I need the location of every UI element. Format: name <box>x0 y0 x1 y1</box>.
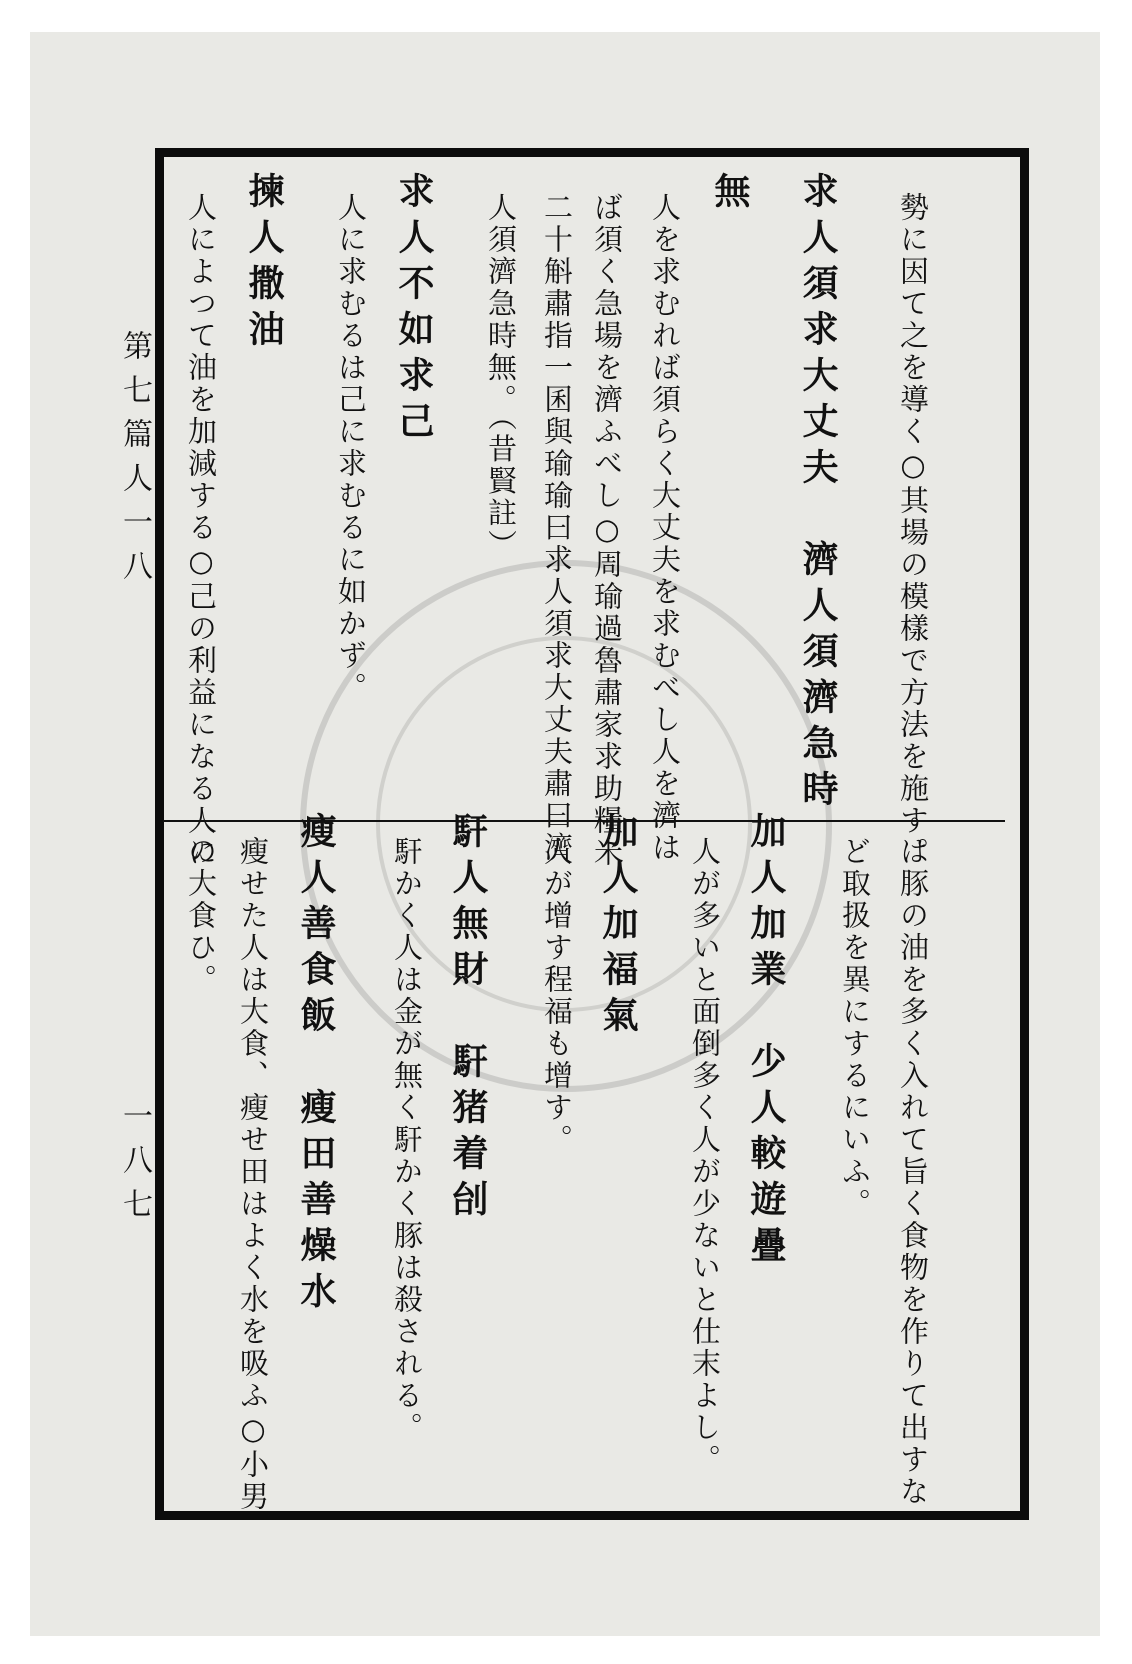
upper-column-1: 勢に因て之を導く○其場の模樣で方法を施す。 <box>896 192 930 869</box>
lower-column-8: 馯かく人は金が無く馯かく豚は殺される。 <box>390 836 424 1444</box>
lower-column-4: 人が多いと面倒多く人が少ないと仕末よし。 <box>688 836 722 1476</box>
lower-column-1: は豚の油を多く入れて旨く食物を作りて出すな <box>896 836 930 1508</box>
upper-proverb-2: 求人不如求己 <box>393 172 435 448</box>
upper-proverb-3: 揀人撒油 <box>243 172 285 356</box>
chapter-heading: 第七篇人一八 <box>117 330 152 594</box>
upper-proverb-1-end: 無 <box>709 172 751 218</box>
upper-column-7: 人須濟急時無。（昔賢註） <box>484 192 518 562</box>
lower-proverb-4: 瘦人善食飯 瘦田善燥水 <box>295 812 337 1318</box>
lower-proverb-1: 加人加業 少人較遊疊 <box>745 812 787 1272</box>
frame-divider <box>163 820 1005 822</box>
lower-column-6: 人が增す程福も增す。 <box>540 836 574 1156</box>
page-number: 一八七 <box>117 1100 152 1232</box>
upper-column-4: 人を求むれば須らく大丈夫を求むべし人を濟は <box>648 192 682 864</box>
upper-column-11: 人によつて油を加減する○己の利益になる人に <box>184 192 218 869</box>
lower-proverb-3: 馯人無財 馯猪着刣 <box>447 812 489 1226</box>
upper-column-9: 人に求むるは己に求むるに如かず。 <box>334 192 368 704</box>
upper-proverb-1: 求人須求大丈夫 濟人須濟急時 <box>797 172 839 816</box>
lower-proverb-2: 加人加福氣 <box>597 812 639 1042</box>
upper-column-6: 二十斛肅指一囷與瑜瑜曰求人須求大丈夫肅曰濟 <box>540 192 574 864</box>
upper-column-5: ば須く急場を濟ふべし○周瑜過魯肅家求助糧米 <box>590 192 624 869</box>
lower-column-10: 瘦せた人は大食、瘦せ田はよく水を吸ふ○小男 <box>236 836 270 1513</box>
lower-column-11: の大食ひ。 <box>184 836 218 996</box>
lower-column-2: ど取扱を異にするにいふ。 <box>838 836 872 1220</box>
